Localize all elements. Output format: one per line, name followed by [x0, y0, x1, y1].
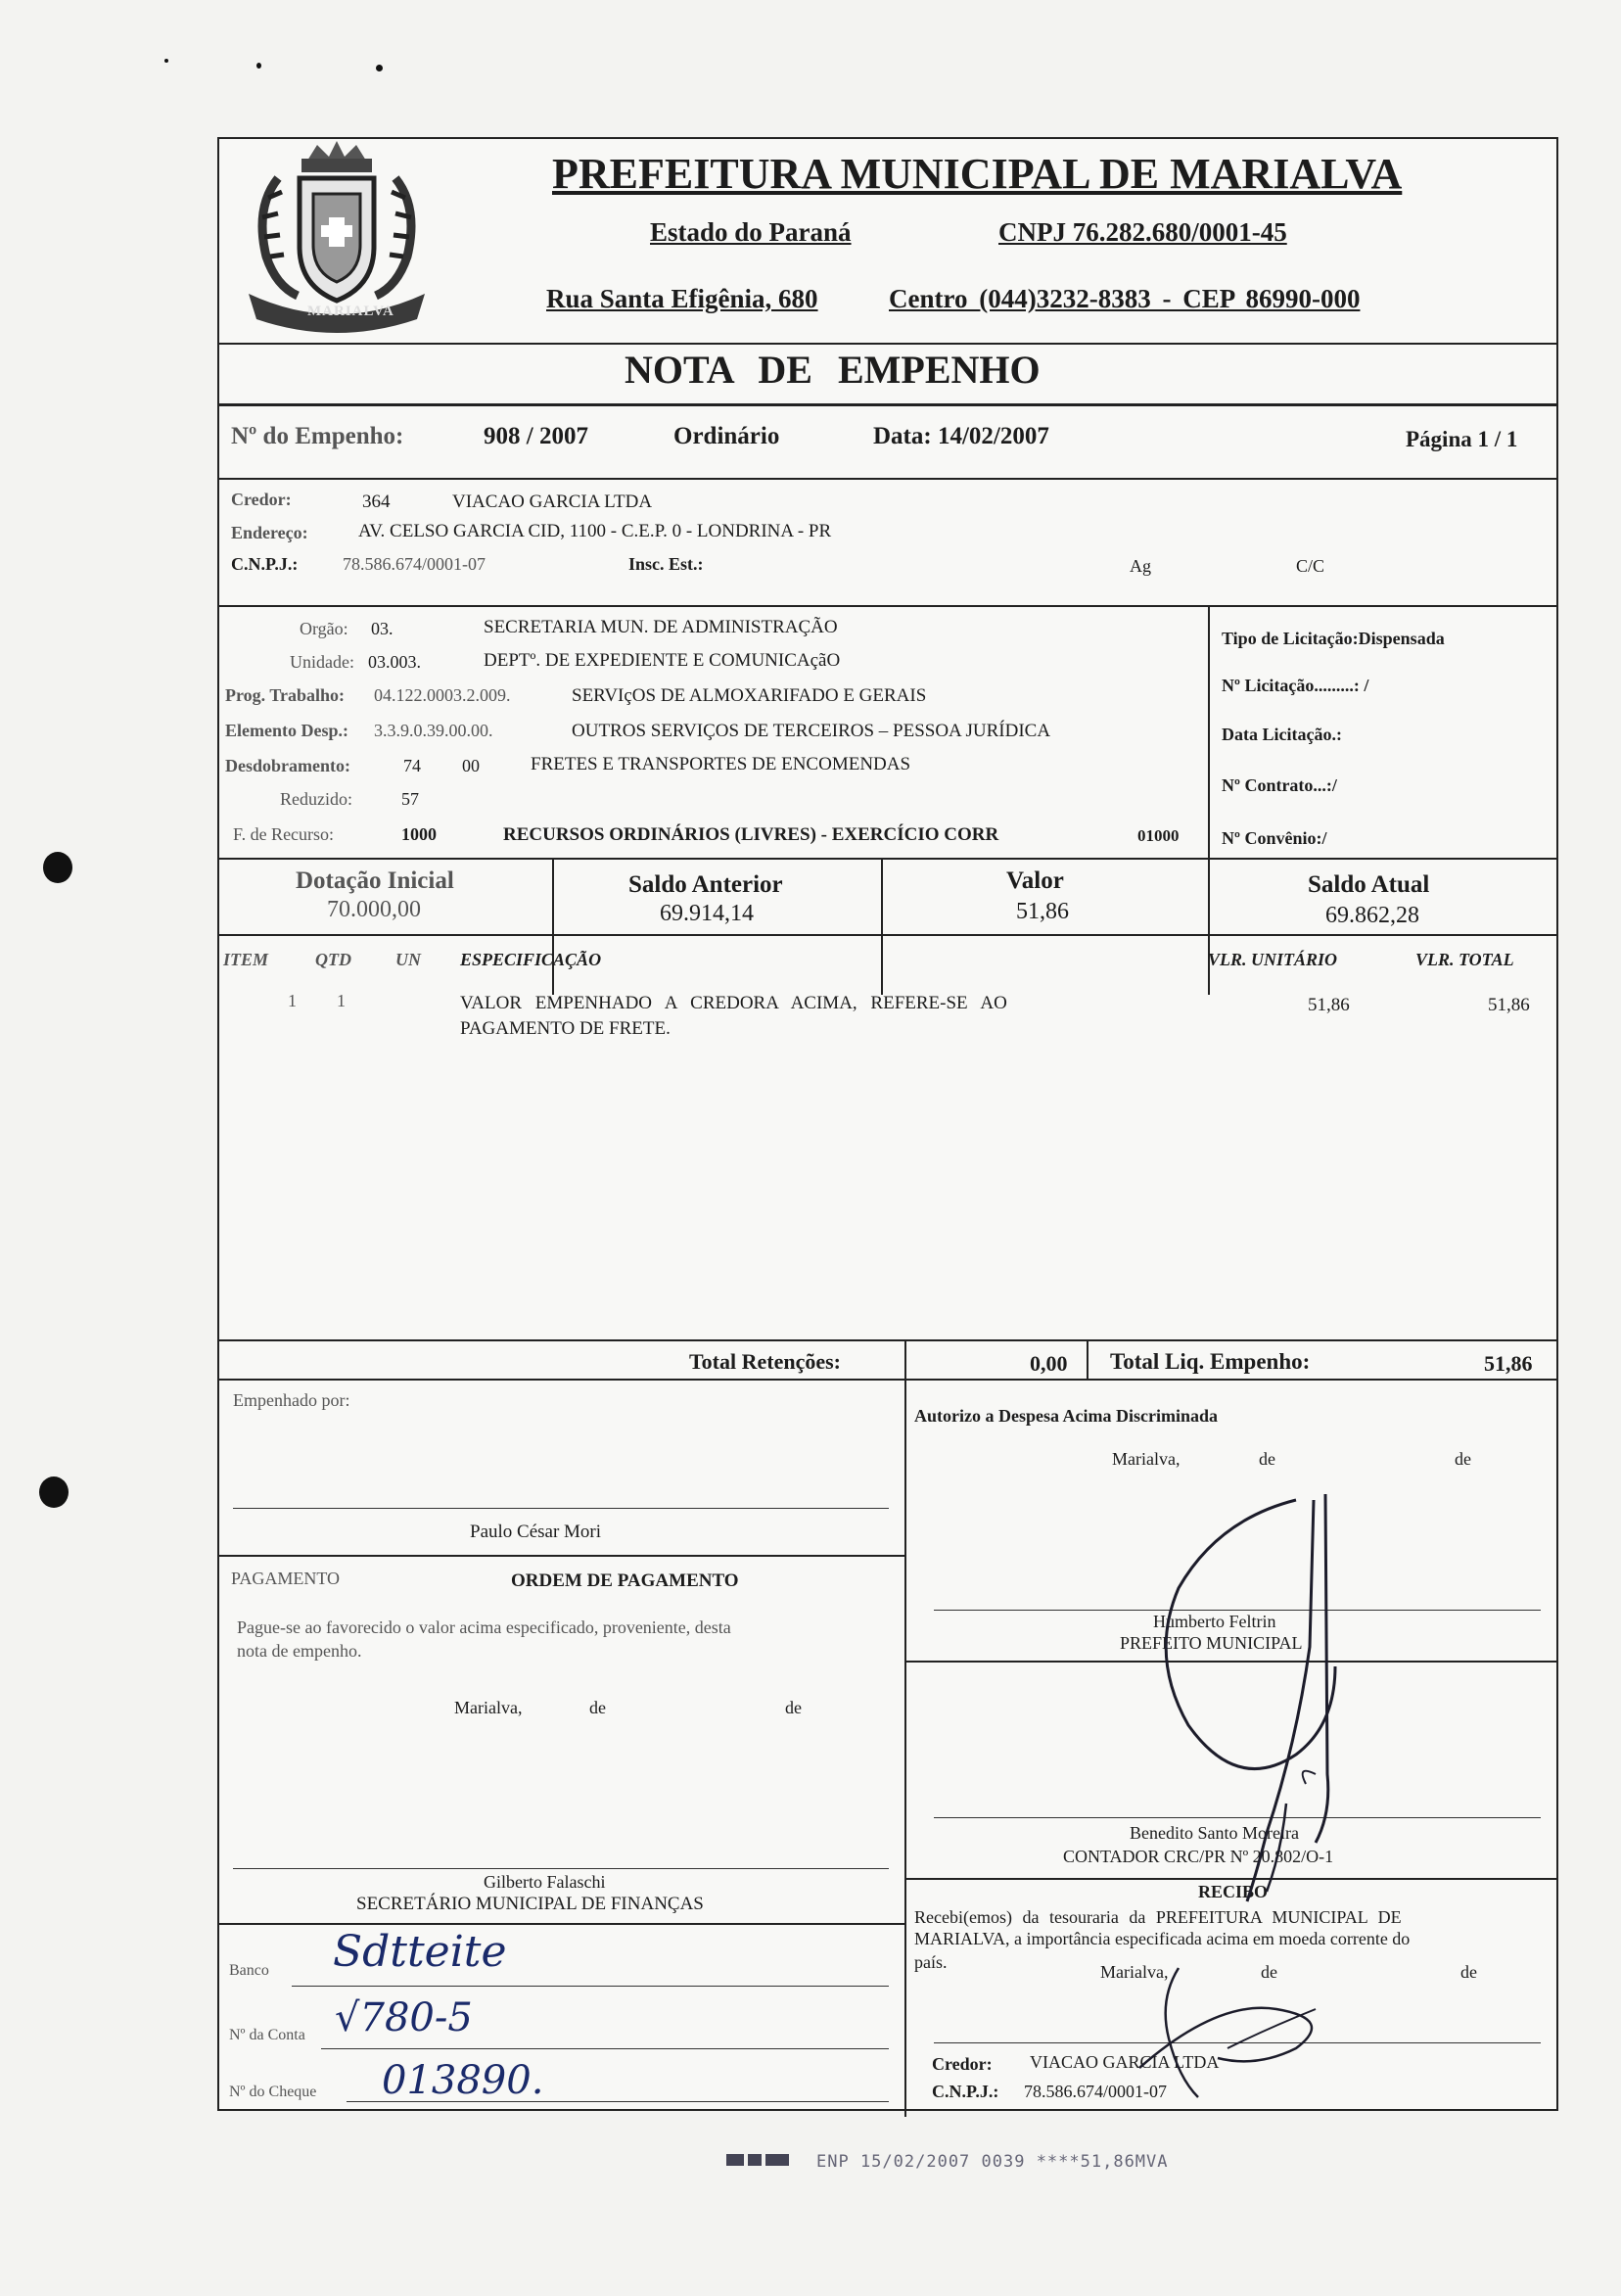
orgao-label: Orgão:	[300, 619, 348, 638]
desdobramento-label: Desdobramento:	[225, 756, 350, 775]
page-title: PREFEITURA MUNICIPAL DE MARIALVA	[552, 150, 1403, 198]
item-spec-line2: PAGAMENTO DE FRETE.	[460, 1018, 671, 1039]
prefeito-signature	[1100, 1480, 1423, 1911]
empenho-number: 908 / 2007	[484, 423, 588, 449]
credor-cc-label: C/C	[1296, 556, 1325, 576]
prog-code: 04.122.0003.2.009.	[374, 685, 511, 705]
dotacao-label: Dotação Inicial	[296, 867, 454, 894]
items-header-un: UN	[395, 950, 421, 969]
saldo-atual-value: 69.862,28	[1325, 903, 1419, 928]
total-retencoes-label: Total Retenções:	[689, 1349, 841, 1374]
pagamento-de1: de	[589, 1698, 606, 1717]
credor-cnpj-label: C.N.P.J.:	[231, 554, 299, 574]
total-retencoes-value: 0,00	[1030, 1351, 1068, 1376]
header-state: Estado do Paraná	[650, 217, 852, 247]
total-liq-label: Total Liq. Empenho:	[1110, 1349, 1311, 1374]
divider	[219, 1379, 1556, 1381]
saldo-anterior-value: 69.914,14	[660, 901, 754, 926]
unidade-name: DEPTº. DE EXPEDIENTE E COMUNICAçãO	[484, 650, 841, 671]
total-liq-value: 51,86	[1484, 1351, 1533, 1376]
recibo-cnpj: 78.586.674/0001-07	[1024, 2082, 1167, 2101]
prog-label: Prog. Trabalho:	[225, 685, 346, 705]
header-contact: Centro (044)3232-8383 - CEP 86990-000	[889, 284, 1361, 313]
prefeito-role: PREFEITO MUNICIPAL	[1120, 1633, 1303, 1653]
elemento-label: Elemento Desp.:	[225, 721, 348, 740]
divider	[1087, 1339, 1088, 1379]
pagamento-label: PAGAMENTO	[231, 1569, 341, 1588]
divider	[219, 934, 1556, 936]
divider	[219, 605, 1556, 607]
recibo-line2: MARIALVA, a importância especificada acima em moeda corrente do	[914, 1929, 1411, 1948]
contador-role: CONTADOR CRC/PR Nº 20.802/O-1	[1063, 1847, 1334, 1866]
recurso-code: 01000	[1137, 826, 1180, 845]
divider	[904, 1339, 906, 2117]
scan-speck	[376, 65, 383, 71]
pagamento-text-line2: nota de empenho.	[237, 1641, 362, 1661]
divider	[552, 858, 554, 995]
recibo-label: RECIBO	[1198, 1882, 1269, 1901]
autorizo-label: Autorizo a Despesa Acima Discriminada	[914, 1406, 1218, 1426]
licitacao-contrato: Nº Contrato...:/	[1222, 775, 1337, 795]
autorizo-de1: de	[1259, 1449, 1275, 1469]
document-title: NOTA DE EMPENHO	[625, 348, 1041, 392]
item-qtd: 1	[337, 991, 346, 1010]
divider	[1208, 605, 1210, 995]
items-header-total: VLR. TOTAL	[1415, 950, 1514, 969]
signature-line	[233, 1868, 889, 1869]
elemento-name: OUTROS SERVIÇOS DE TERCEIROS – PESSOA JURÍDICA	[572, 721, 1051, 741]
scan-speck	[164, 59, 168, 63]
item-total-value: 51,86	[1488, 995, 1530, 1015]
credor-cnpj: 78.586.674/0001-07	[343, 554, 486, 574]
recibo-line1: Recebi(emos) da tesouraria da PREFEITURA MUNICIPAL DE	[914, 1907, 1402, 1927]
orgao-code: 03.	[371, 619, 394, 638]
nota-de-empenho-form	[217, 137, 1558, 2111]
reduzido-label: Reduzido:	[280, 789, 352, 809]
recibo-credor-label: Credor:	[932, 2054, 993, 2074]
pagamento-place: Marialva,	[454, 1698, 523, 1717]
orgao-name: SECRETARIA MUN. DE ADMINISTRAÇÃO	[484, 617, 838, 637]
contador-name: Benedito Santo Moreira	[1130, 1823, 1299, 1843]
cheque-line	[347, 2101, 889, 2102]
items-header-unit: VLR. UNITÁRIO	[1208, 950, 1338, 969]
divider	[881, 858, 883, 995]
recibo-line3: país.	[914, 1952, 948, 1972]
item-number: 1	[288, 991, 297, 1010]
pagamento-text-line1: Pague-se ao favorecido o valor acima especificado, proveniente, desta	[237, 1617, 731, 1637]
banco-label: Banco	[229, 1962, 269, 1979]
divider	[219, 858, 1556, 860]
unidade-label: Unidade:	[290, 652, 354, 672]
unidade-code: 03.003.	[368, 652, 421, 672]
prog-name: SERVIçOS DE ALMOXARIFADO E GERAIS	[572, 685, 927, 706]
divider	[219, 403, 1556, 406]
cheque-handwritten: 013890.	[382, 2058, 544, 2103]
desdobramento-name: FRETES E TRANSPORTES DE ENCOMENDAS	[531, 754, 911, 774]
licitacao-convenio: Nº Convênio:/	[1222, 828, 1327, 848]
header-cnpj: CNPJ 76.282.680/0001-45	[998, 217, 1287, 247]
recibo-de2: de	[1460, 1962, 1477, 1982]
conta-line	[321, 2048, 889, 2049]
recurso-label: F. de Recurso:	[233, 824, 335, 844]
reduzido-value: 57	[401, 789, 419, 809]
empenho-type: Ordinário	[673, 423, 780, 449]
valor-value: 51,86	[1016, 899, 1069, 924]
licitacao-data: Data Licitação.:	[1222, 725, 1342, 744]
divider	[219, 343, 1556, 345]
header-address: Rua Santa Efigênia, 680	[546, 284, 818, 313]
recibo-de1: de	[1261, 1962, 1277, 1982]
conta-handwritten: √780-5	[335, 1995, 473, 2040]
scan-speck	[256, 63, 261, 69]
secretario-name: Gilberto Falaschi	[484, 1872, 606, 1892]
secretario-role: SECRETÁRIO MUNICIPAL DE FINANÇAS	[356, 1894, 704, 1914]
banco-line	[292, 1986, 889, 1987]
desdobramento-a: 74	[403, 756, 421, 775]
empenhado-name: Paulo César Mori	[470, 1522, 602, 1542]
empenho-date: Data: 14/02/2007	[873, 423, 1049, 449]
dotacao-value: 70.000,00	[327, 897, 421, 922]
divider	[219, 478, 1556, 480]
recurso-name: RECURSOS ORDINÁRIOS (LIVRES) - EXERCÍCIO CORR	[503, 824, 999, 845]
saldo-atual-label: Saldo Atual	[1308, 871, 1430, 898]
authentication-stamp: ENP 15/02/2007 0039 ****51,86MVA	[816, 2152, 1169, 2172]
stamp-logo-icon	[726, 2150, 795, 2170]
credor-address-label: Endereço:	[231, 523, 308, 542]
items-header-item: ITEM	[223, 950, 269, 969]
valor-label: Valor	[1006, 867, 1064, 894]
items-header-spec: ESPECIFICAÇÃO	[460, 950, 602, 969]
elemento-code: 3.3.9.0.39.00.00.	[374, 721, 493, 740]
credor-ag-label: Ag	[1130, 556, 1151, 576]
credor-label: Credor:	[231, 490, 292, 509]
credor-name: VIACAO GARCIA LTDA	[452, 492, 653, 512]
licitacao-numero: Nº Licitação.........: /	[1222, 676, 1369, 695]
coat-of-arms-icon	[239, 139, 435, 340]
recibo-place: Marialva,	[1100, 1962, 1169, 1982]
recibo-cnpj-label: C.N.P.J.:	[932, 2082, 999, 2101]
scan-speck	[39, 1476, 69, 1508]
signature-line	[233, 1508, 889, 1509]
credor-signature	[1081, 1960, 1394, 2107]
coat-of-arms-ribbon-text: MARIALVA	[307, 304, 394, 319]
desdobramento-b: 00	[462, 756, 480, 775]
empenho-page: Página 1 / 1	[1406, 427, 1518, 451]
ordem-pagamento-label: ORDEM DE PAGAMENTO	[511, 1570, 739, 1591]
empenho-number-label: Nº do Empenho:	[231, 423, 404, 449]
recibo-credor-name: VIACAO GARCIA LTDA	[1030, 2052, 1220, 2072]
banco-handwritten: Sdtteite	[333, 1927, 507, 1977]
credor-insc-label: Insc. Est.:	[628, 554, 704, 574]
cheque-label: Nº do Cheque	[229, 2084, 317, 2100]
empenhado-label: Empenhado por:	[233, 1390, 350, 1410]
item-spec-line1: VALOR EMPENHADO A CREDORA ACIMA, REFERE-SE AO	[460, 993, 1007, 1013]
divider	[219, 1339, 1556, 1341]
pagamento-de2: de	[785, 1698, 802, 1717]
divider	[219, 1923, 904, 1925]
item-unit-value: 51,86	[1308, 995, 1350, 1015]
autorizo-de2: de	[1455, 1449, 1471, 1469]
scan-speck	[43, 852, 72, 883]
recurso-value: 1000	[401, 824, 437, 844]
credor-address: AV. CELSO GARCIA CID, 1100 - C.E.P. 0 - LONDRINA - PR	[358, 521, 832, 541]
prefeito-name: Humberto Feltrin	[1153, 1612, 1276, 1631]
divider	[219, 1555, 904, 1557]
saldo-anterior-label: Saldo Anterior	[628, 871, 783, 898]
items-header-qtd: QTD	[315, 950, 351, 969]
credor-code: 364	[362, 492, 391, 512]
conta-label: Nº da Conta	[229, 2027, 305, 2043]
licitacao-tipo: Tipo de Licitação:Dispensada	[1222, 629, 1445, 648]
autorizo-place: Marialva,	[1112, 1449, 1181, 1469]
